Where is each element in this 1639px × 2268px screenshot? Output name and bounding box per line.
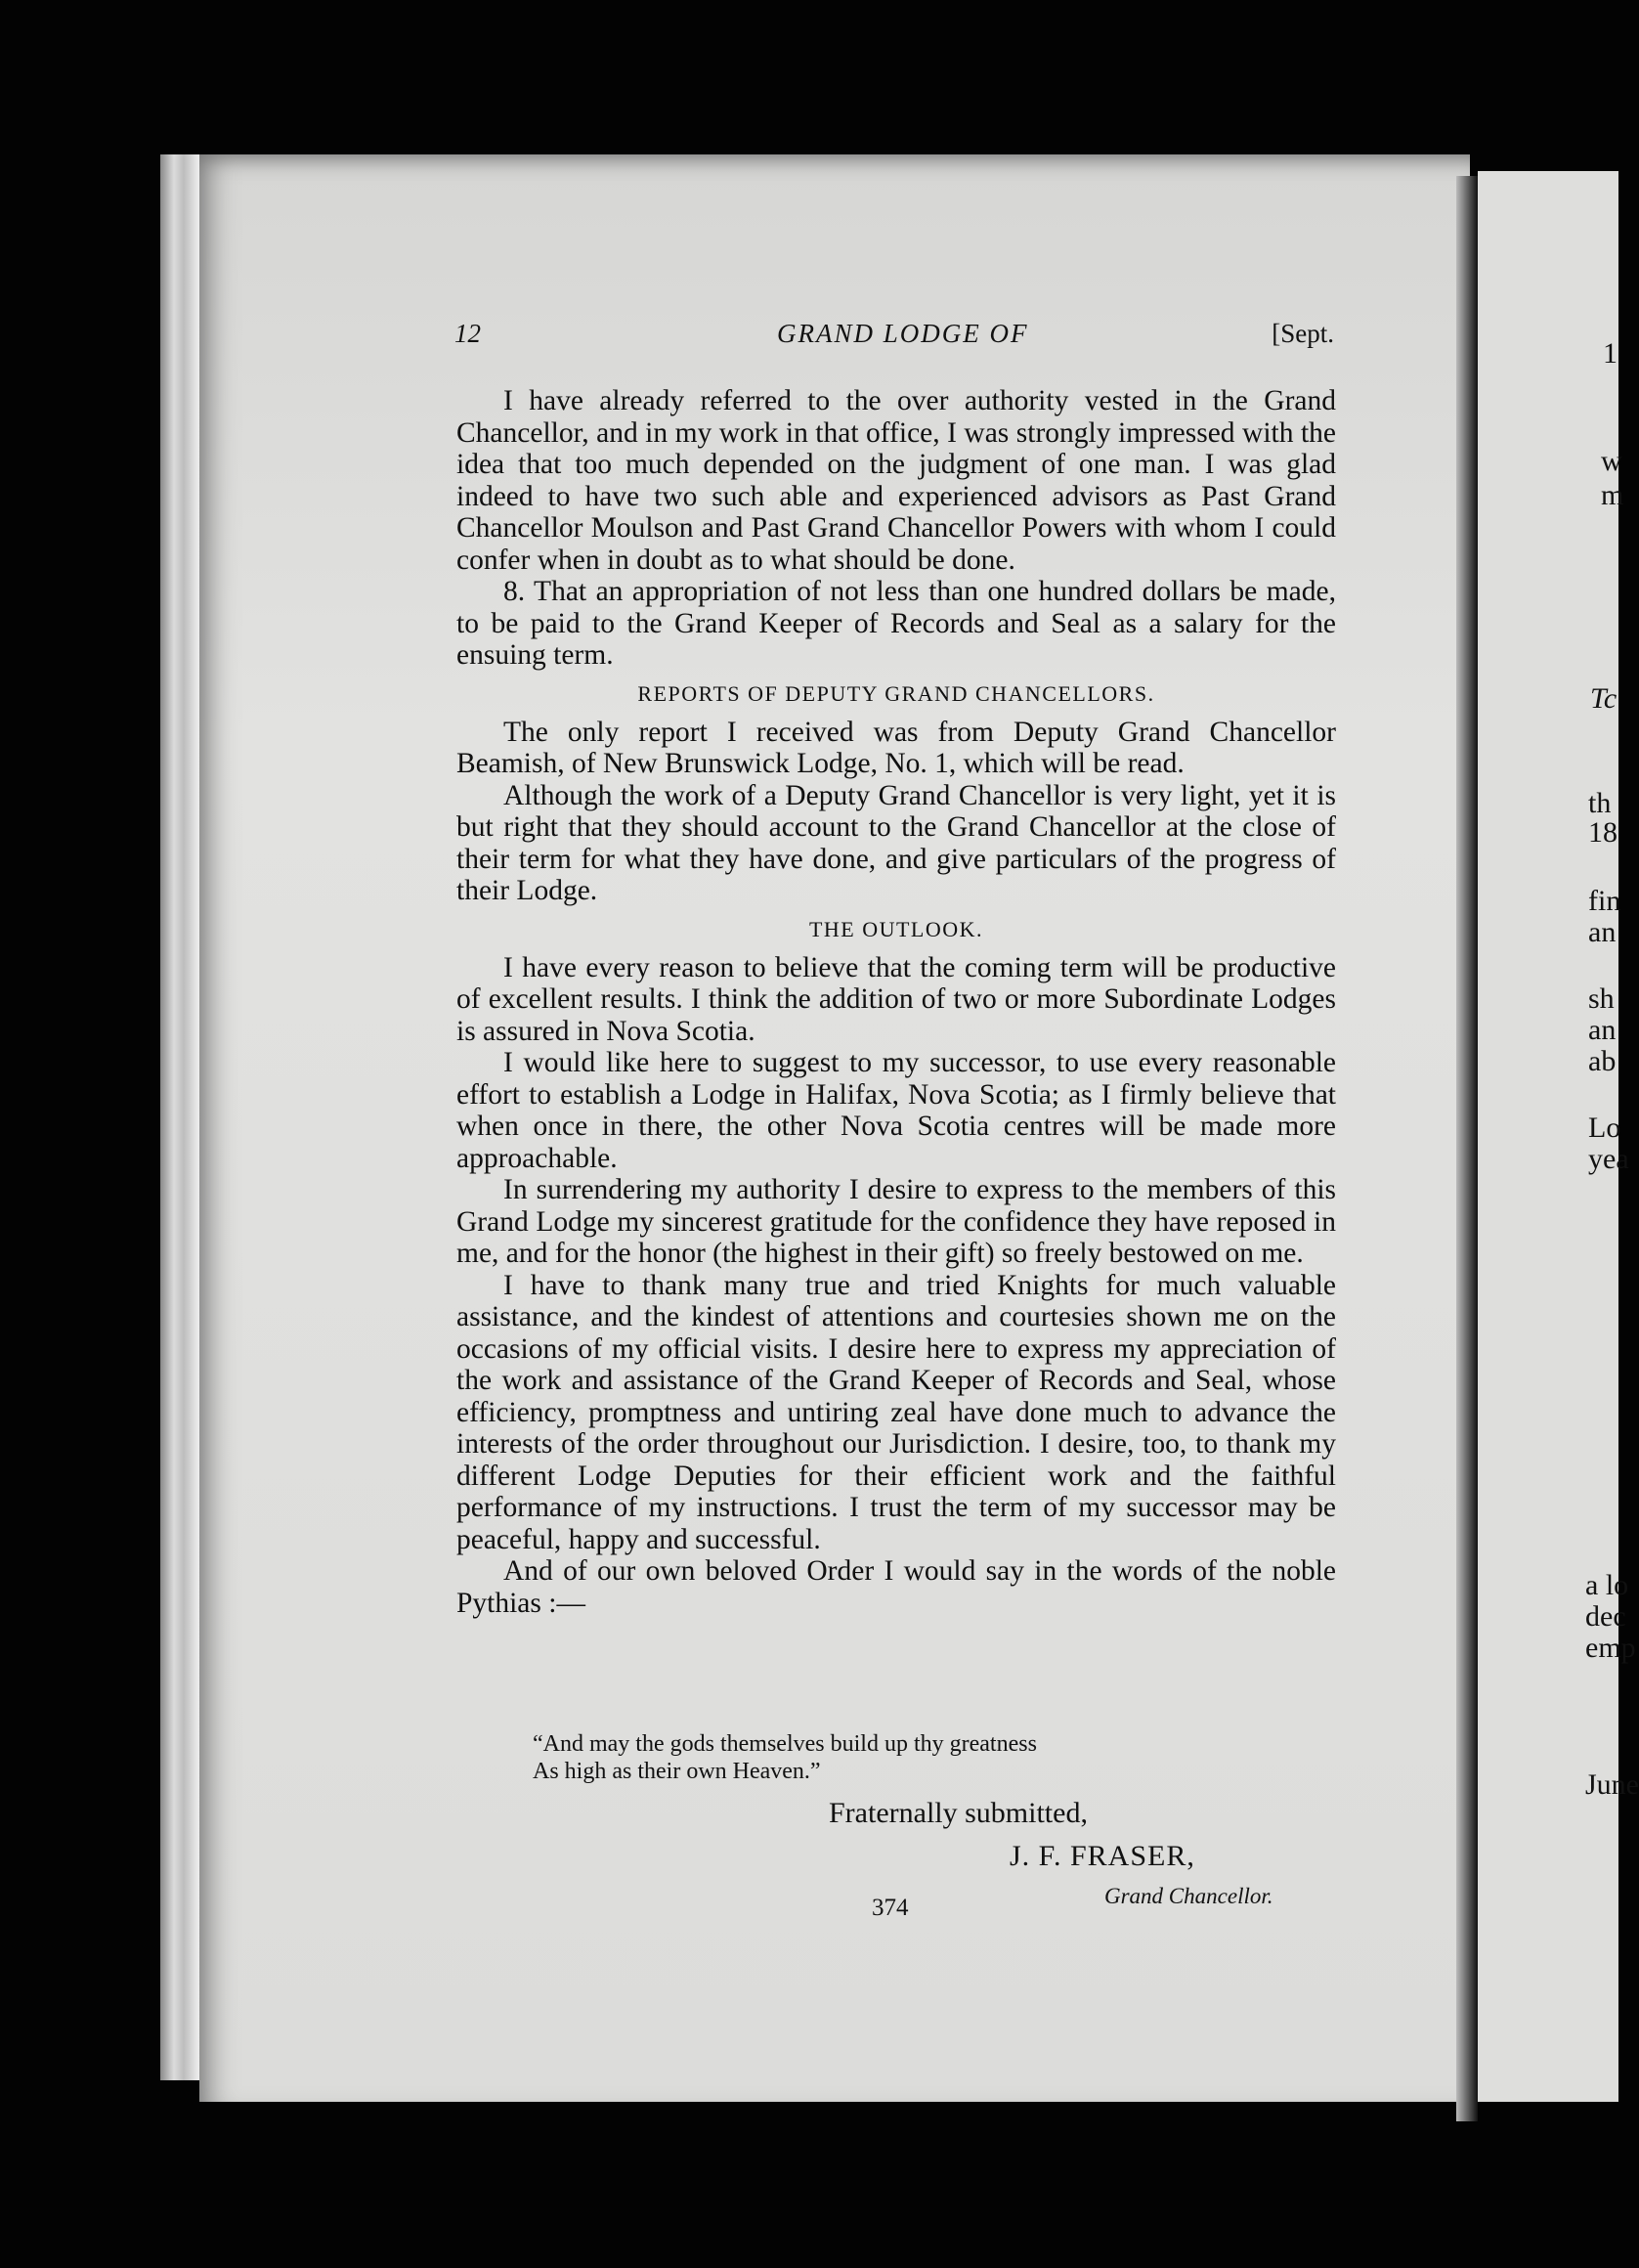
body-text bbox=[456, 385, 1336, 1619]
section-heading-outlook: THE OUTLOOK. bbox=[808, 916, 984, 941]
paragraph: I have already referred to the over authority vested in the Grand Chancellor, and in my work in that office, I was strongly impressed with the idea that too much depended on the judgment of one man. I was glad indeed to have two such able and experienced advisors as Past Grand Chancellor Moulson and Past Grand Chancellor Powers with whom I could confer when in doubt as to what should be done. bbox=[456, 385, 1336, 576]
facing-fragment: 1 bbox=[1603, 337, 1617, 370]
facing-fragment: w bbox=[1601, 445, 1622, 477]
facing-fragment: emp bbox=[1585, 1632, 1636, 1664]
facing-fragment: dec bbox=[1585, 1600, 1626, 1633]
page-number: 374 bbox=[872, 1895, 909, 1921]
facing-fragment: June bbox=[1585, 1768, 1639, 1801]
facing-fragment: a lo bbox=[1585, 1569, 1629, 1601]
paragraph: Although the work of a Deputy Grand Chancellor is very light, yet it is but right that they should account to the Grand Chancellor at the close of their term for what they have done, and give particulars of the progress of their Lodge. bbox=[456, 779, 1336, 906]
paragraph: The only report I received was from Deputy Grand Chancellor Beamish, of New Brunswick Lodge, No. 1, which will be read. bbox=[456, 716, 1336, 779]
facing-fragment: an bbox=[1588, 1014, 1617, 1046]
signature-title: Grand Chancellor. bbox=[1104, 1884, 1273, 1908]
signature-name: J. F. FRASER, bbox=[1010, 1840, 1195, 1872]
paragraph: And of our own beloved Order I would say in the words of the noble Pythias :— bbox=[456, 1555, 1336, 1619]
facing-fragment: Tc bbox=[1590, 682, 1617, 715]
facing-page bbox=[1478, 171, 1639, 2102]
section-heading-deputies: REPORTS OF DEPUTY GRAND CHANCELLORS. bbox=[637, 680, 1155, 706]
facing-fragment: fin bbox=[1588, 885, 1621, 917]
facing-fragment: yea bbox=[1588, 1143, 1629, 1175]
paragraph: I would like here to suggest to my successor, to use every reasonable effort to establish a Lodge in Halifax, Nova Scotia; as I firmly believe that when once in there, the other Nova Scotia centres will be made more approachable. bbox=[456, 1047, 1336, 1174]
facing-fragment: ab bbox=[1588, 1045, 1617, 1077]
running-head-title: GRAND LODGE OF bbox=[777, 319, 1029, 348]
running-head-date: [Sept. bbox=[1272, 319, 1334, 348]
facing-fragment: th bbox=[1588, 787, 1612, 819]
quote-line: “And may the gods themselves build up thy greatness bbox=[533, 1731, 1037, 1757]
paragraph: I have to thank many true and tried Knights for much valuable assistance, and the kindest of attentions and courtesies shown me on the occasions of my official visits. I desire here to express my appreciation of the work and assistance of the Grand Keeper of Records and Seal, whose efficiency, promptness and untiring zeal have done much to advance the interests of the order throughout our Jurisdiction. I desire, too, to thank my different Lodge Deputies for their efficient work and the faithful performance of my instructions. I trust the term of my successor may be peaceful, happy and successful. bbox=[456, 1269, 1336, 1555]
facing-fragment: Lo bbox=[1588, 1112, 1621, 1144]
page-gutter-shadow bbox=[1456, 176, 1478, 2121]
paragraph: 8. That an appropriation of not less than one hundred dollars be made, to be paid to the Grand Keeper of Records and Seal as a salary for the ensuing term. bbox=[456, 576, 1336, 671]
quote-line: As high as their own Heaven.” bbox=[533, 1759, 821, 1784]
block-quote bbox=[533, 1730, 1217, 1785]
facing-fragment: sh bbox=[1588, 982, 1615, 1015]
facing-fragment: 18 bbox=[1588, 816, 1617, 849]
signature-closing: Fraternally submitted, bbox=[829, 1797, 1088, 1829]
paragraph: In surrendering my authority I desire to express to the members of this Grand Lodge my sincerest gratitude for the confidence they have reposed in me, and for the honor (the highest in their gift) so freely bestowed on me. bbox=[456, 1174, 1336, 1269]
running-head bbox=[454, 313, 1334, 352]
paragraph: I have every reason to believe that the coming term will be productive of excellent results. I think the addition of two or more Subordinate Lodges is assured in Nova Scotia. bbox=[456, 951, 1336, 1047]
facing-fragment: an bbox=[1588, 916, 1617, 948]
facing-fragment: m bbox=[1601, 479, 1624, 511]
folio: 12 bbox=[454, 319, 481, 348]
book-edge bbox=[160, 154, 199, 2080]
